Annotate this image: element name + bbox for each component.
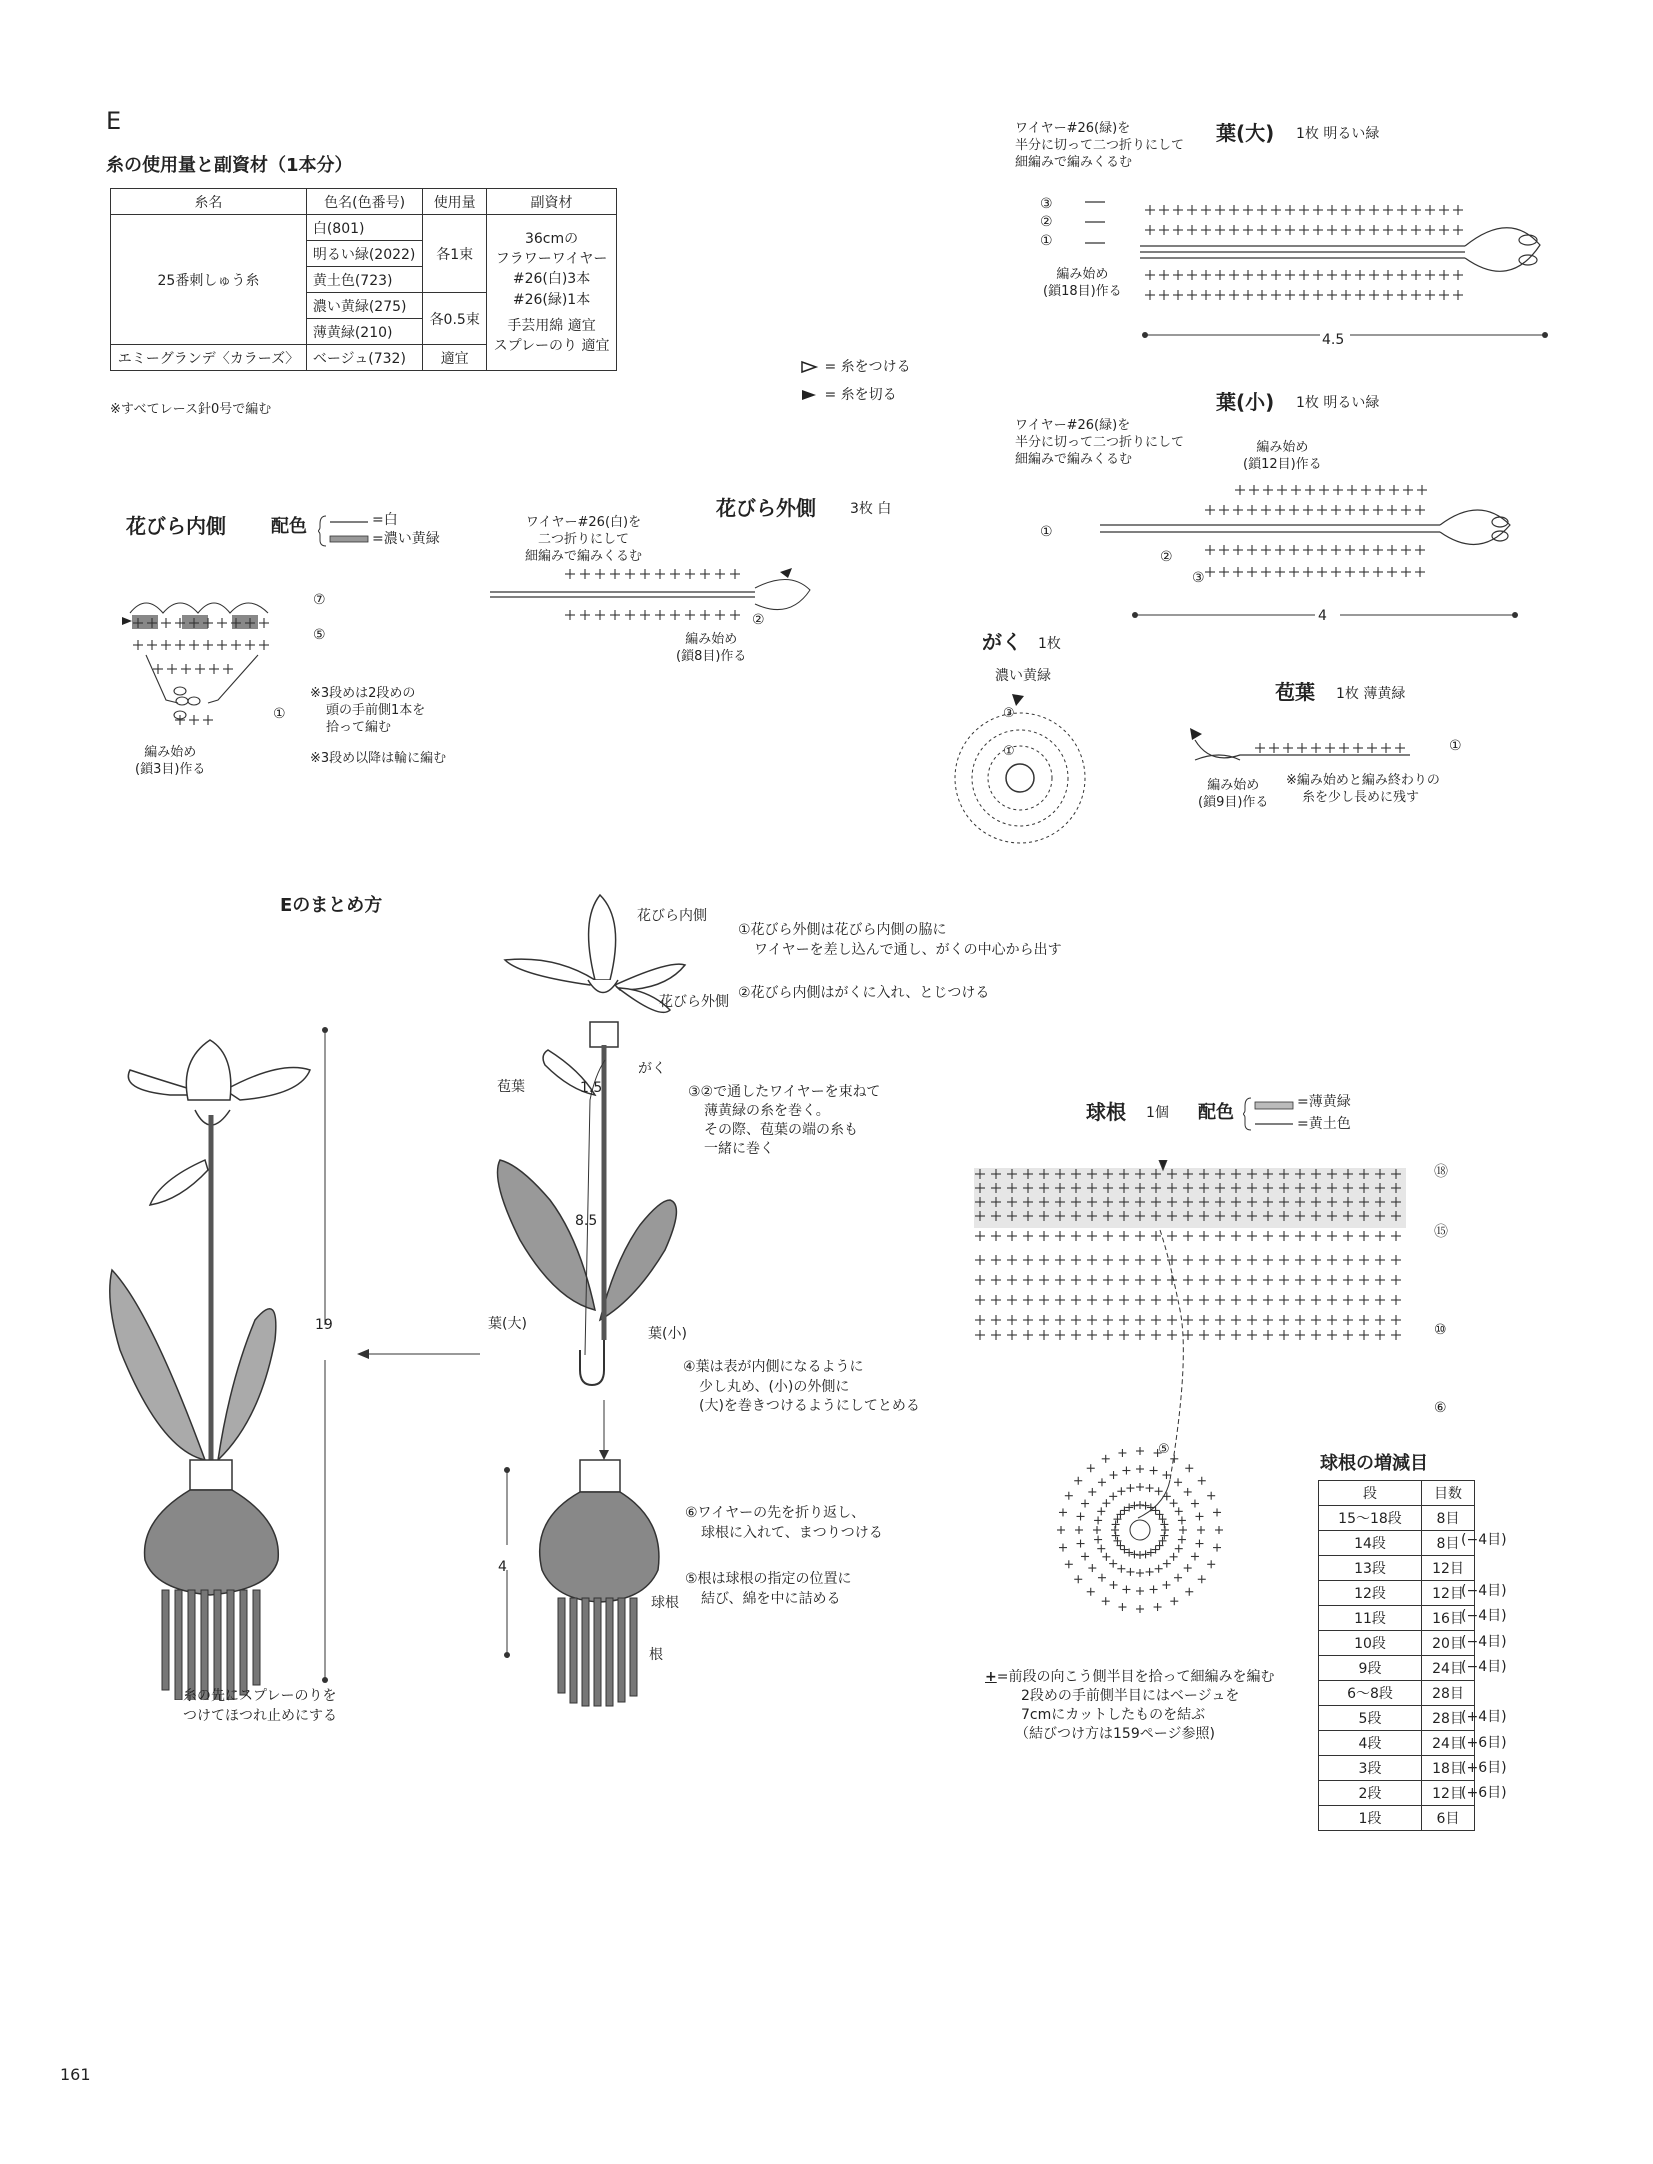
calyx-chart [950, 690, 1090, 850]
inc-row-count: 16目 [1422, 1606, 1475, 1631]
inc-row-label: 11段 [1319, 1606, 1422, 1631]
calyx-title: がく [982, 630, 1022, 654]
height-dimension [315, 1025, 345, 1685]
inc-row-change: (−4目) [1461, 1633, 1507, 1650]
inc-row-label: 5段 [1319, 1706, 1422, 1731]
leaf-small-count: 1枚 明るい緑 [1296, 395, 1380, 411]
row-marker: ① [1040, 233, 1053, 249]
materials-title: 糸の使用量と副資材（1本分） [106, 155, 353, 176]
petal-inner-start: 編み始め (鎖3目)作る [135, 745, 206, 777]
step-2: ②花びら内側はがくに入れ、とじつける [738, 985, 990, 1001]
height-dimension-value: 19 [315, 1317, 333, 1333]
inc-table-row [1319, 1806, 1475, 1831]
row-marker: ⑦ [313, 592, 326, 608]
row-marker: ① [273, 706, 286, 722]
inc-row-change: (+6目) [1461, 1760, 1507, 1776]
materials-header: 糸名 [111, 189, 307, 215]
inc-row-count: 8目 [1422, 1531, 1475, 1556]
leaf-large-width: 4.5 [1322, 332, 1345, 348]
bulb-color-brace [1243, 1094, 1295, 1134]
leaf-large-note: ワイヤー#26(緑)を 半分に切って二つ折りにして 細編みで編みくるむ [1015, 121, 1185, 170]
inc-row-count: 28目 [1422, 1706, 1475, 1731]
inc-row-count: 12目 [1422, 1781, 1475, 1806]
row-marker: ③ [1040, 196, 1053, 212]
dim-1-5: 1.5 [580, 1080, 603, 1096]
inc-row-count: 18目 [1422, 1756, 1475, 1781]
bulb-color-label: 配色 [1198, 1102, 1234, 1123]
leaf-small-chart [1060, 450, 1540, 630]
row-marker: ③ [1003, 706, 1015, 721]
inc-header: 目数 [1422, 1481, 1475, 1506]
inc-row-count: 6目 [1422, 1806, 1475, 1831]
inc-table-row [1319, 1681, 1475, 1706]
attach-icon [800, 360, 820, 374]
inc-row-count: 28目 [1422, 1681, 1475, 1706]
inc-row-label: 10段 [1319, 1631, 1422, 1656]
inc-row-change: (−4目) [1461, 1532, 1507, 1549]
amount: 適宜 [423, 345, 487, 371]
row-marker: ⑤ [1158, 1442, 1170, 1457]
inc-row-label: 9段 [1319, 1656, 1422, 1681]
inc-row-label: 3段 [1319, 1756, 1422, 1781]
leaf-small-title: 葉(小) [1216, 390, 1275, 414]
petal-outer-title: 花びら外側 [716, 496, 816, 520]
leaf-large-chart [1040, 180, 1580, 350]
petal-outer-note: ワイヤー#26(白)を 二つ折りにして 細編みで編みくるむ [525, 515, 643, 564]
step-5: ⑤根は球根の指定の位置に 結び、綿を中に詰める [685, 1571, 852, 1608]
leaf-large-count: 1枚 明るい緑 [1296, 126, 1380, 142]
inc-row-count: 24目 [1422, 1731, 1475, 1756]
inc-row-label: 12段 [1319, 1581, 1422, 1606]
inc-row-label: 14段 [1319, 1531, 1422, 1556]
bract-start: 編み始め (鎖9目)作る [1198, 778, 1269, 810]
materials-header: 色名(色番号) [306, 189, 422, 215]
color-name: ベージュ(732) [306, 345, 422, 371]
row-marker: ③ [1192, 570, 1205, 586]
label-petal-inner: 花びら内側 [637, 908, 707, 924]
row-marker: ② [1160, 549, 1173, 565]
root-note: 糸の先にスプレーのりを つけてほつれ止めにする [183, 1688, 337, 1724]
legend-attach: = 糸をつける [824, 359, 911, 375]
materials-table [110, 188, 617, 371]
row-marker: ⑩ [1434, 1322, 1447, 1338]
step-1: ①花びら外側は花びら内側の脇に ワイヤーを差し込んで通し、がくの中心から出す [738, 922, 1062, 959]
bulb-count: 1個 [1146, 1105, 1169, 1121]
inc-row-label: 2段 [1319, 1781, 1422, 1806]
color-name: 黄土色(723) [306, 267, 422, 293]
label-calyx: がく [638, 1061, 666, 1077]
inc-row-change: (−4目) [1461, 1608, 1507, 1625]
legend-cut: = 糸を切る [824, 387, 897, 403]
thread-name: 25番刺しゅう糸 [111, 215, 307, 345]
inc-table-row [1319, 1631, 1475, 1656]
step-6: ⑥ワイヤーの先を折り返し、 球根に入れて、まつりつける [685, 1505, 883, 1542]
row-marker: ② [1040, 214, 1053, 230]
inc-row-label: 6〜8段 [1319, 1681, 1422, 1706]
inc-table-row [1319, 1731, 1475, 1756]
row-marker: ① [1449, 738, 1462, 754]
leaf-small-start: 編み始め (鎖12目)作る [1243, 440, 1322, 472]
color-key-yellowgreen: =濃い黄緑 [372, 531, 440, 547]
petal-inner-color-label: 配色 [271, 516, 307, 537]
inc-row-change: (−4目) [1461, 1582, 1507, 1599]
color-name: 白(801) [306, 215, 422, 241]
bulb-note: +=前段の向こう側半目を拾って細編みを編む 2段めの手前側半目にはベージュを 7cmにカットしたものを結ぶ （結びつけ方は159ページ参照) [985, 1669, 1275, 1742]
materials-note: ※すべてレース針0号で編む [110, 402, 272, 417]
leaf-small-width: 4 [1318, 608, 1327, 624]
row-marker: ⑮ [1434, 1224, 1448, 1240]
petal-outer-chart [490, 560, 990, 640]
row-marker: ⑥ [1434, 1400, 1447, 1416]
sub-materials: 36cmの フラワーワイヤー #26(白)3本 #26(緑)1本 手芸用綿 適宜 スプレーのり 適宜 [487, 215, 617, 371]
legend [800, 356, 911, 406]
inc-table-row [1319, 1706, 1475, 1731]
page-number: 161 [60, 2065, 91, 2084]
inc-table-row [1319, 1556, 1475, 1581]
bulb-color-ochre: =黄土色 [1297, 1116, 1351, 1132]
section-letter: E [106, 107, 122, 135]
inc-row-count: 8目 [1422, 1506, 1475, 1531]
petal-outer-start: 編み始め (鎖8目)作る [676, 632, 747, 664]
bract-note: ※編み始めと編み終わりの 糸を少し長めに残す [1286, 773, 1440, 805]
inc-row-count: 12目 [1422, 1581, 1475, 1606]
inc-row-count: 20目 [1422, 1631, 1475, 1656]
petal-inner-chart [118, 585, 318, 755]
color-key-brace [318, 512, 370, 550]
amount: 各0.5束 [423, 293, 487, 345]
calyx-color: 濃い黄緑 [995, 668, 1051, 684]
materials-header: 使用量 [423, 189, 487, 215]
row-marker: ⑱ [1434, 1164, 1448, 1180]
color-name: 明るい緑(2022) [306, 241, 422, 267]
petal-inner-title: 花びら内側 [126, 514, 226, 538]
inc-table [1318, 1480, 1507, 1831]
inc-row-count: 24目 [1422, 1656, 1475, 1681]
inc-row-count: 12目 [1422, 1556, 1475, 1581]
inc-table-row [1319, 1781, 1475, 1806]
bulb-dimension-value: 4 [498, 1559, 507, 1575]
row-marker: ② [752, 612, 765, 628]
inc-table-row [1319, 1606, 1475, 1631]
inc-table-title: 球根の増減目 [1320, 1453, 1428, 1474]
label-bract: 苞葉 [497, 1079, 525, 1095]
inc-table-row [1319, 1656, 1475, 1681]
inc-row-change: (−4目) [1461, 1658, 1507, 1675]
materials-header: 副資材 [487, 189, 617, 215]
leaf-large-title: 葉(大) [1216, 121, 1275, 145]
step-3: ③②で通したワイヤーを束ねて 薄黄緑の糸を巻く。 その際、苞葉の端の糸も 一緒に巻く [688, 1084, 881, 1157]
dim-8-5: 8.5 [575, 1213, 598, 1229]
leaf-large-start: 編み始め (鎖18目)作る [1043, 267, 1122, 299]
step-4: ④葉は表が内側になるように 少し丸め、(小)の外側に (大)を巻きつけるようにしてとめる [683, 1359, 920, 1415]
inc-row-change: (+4目) [1461, 1709, 1507, 1726]
label-bulb: 球根 [651, 1595, 679, 1611]
label-leaf-large: 葉(大) [488, 1316, 527, 1332]
color-key-white: =白 [372, 512, 398, 528]
bulb-title: 球根 [1086, 1100, 1126, 1124]
inc-row-change: (+6目) [1461, 1785, 1507, 1802]
label-petal-outer: 花びら外側 [659, 994, 729, 1010]
petal-outer-count: 3枚 白 [850, 501, 892, 517]
label-leaf-small: 葉(小) [648, 1326, 687, 1342]
inc-table-row [1319, 1756, 1475, 1781]
inc-table-row [1319, 1581, 1475, 1606]
row-marker: ⑤ [313, 627, 326, 643]
calyx-count: 1枚 [1038, 636, 1061, 652]
inc-row-label: 13段 [1319, 1556, 1422, 1581]
inc-row-label: 1段 [1319, 1806, 1422, 1831]
row-marker: ① [1003, 744, 1015, 759]
thread-name: エミーグランデ〈カラーズ〉 [111, 345, 307, 371]
label-root: 根 [649, 1647, 663, 1663]
amount: 各1束 [423, 215, 487, 293]
inc-row-label: 4段 [1319, 1731, 1422, 1756]
petal-inner-notes: ※3段めは2段めの 頭の手前側1本を 拾って編む ※3段め以降は輪に編む [310, 686, 447, 766]
inc-table-row [1319, 1531, 1475, 1556]
bract-count: 1枚 薄黄緑 [1336, 686, 1406, 702]
bulb-color-pale: =薄黄緑 [1297, 1094, 1351, 1110]
row-marker: ① [1040, 524, 1053, 540]
cut-icon [800, 388, 820, 402]
inc-header: 段 [1319, 1481, 1422, 1506]
inc-row-change: (+6目) [1461, 1734, 1507, 1751]
assembly-title: Eのまとめ方 [280, 895, 383, 916]
color-name: 濃い黄緑(275) [306, 293, 422, 319]
bract-title: 苞葉 [1275, 680, 1315, 704]
inc-row-label: 15〜18段 [1319, 1506, 1422, 1531]
leaf-small-note: ワイヤー#26(緑)を 半分に切って二つ折りにして 細編みで編みくるむ [1015, 418, 1185, 467]
color-name: 薄黄緑(210) [306, 319, 422, 345]
inc-table-row [1319, 1506, 1475, 1531]
